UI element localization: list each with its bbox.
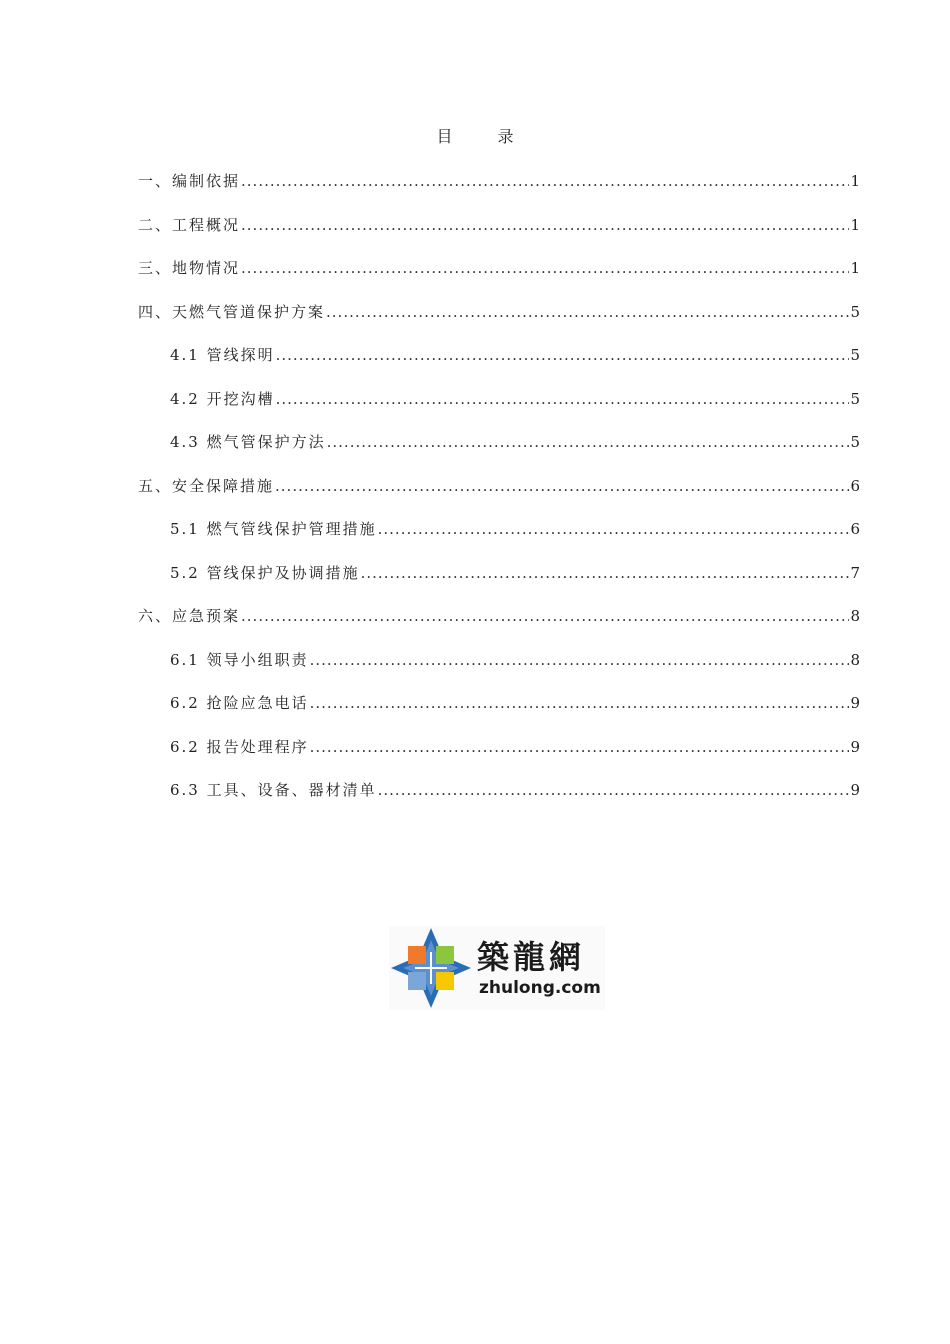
toc-page-number: 1 [850, 172, 860, 190]
zhulong-logo-icon [389, 926, 473, 1010]
toc-entry-label: 6.3 工具、设备、器材清单 [170, 781, 377, 799]
toc-entry-label: 6.1 领导小组职责 [170, 650, 309, 669]
toc-entry-label: 5.2 管线保护及协调措施 [170, 563, 360, 582]
toc-entry-label: 二、工程概况 [138, 215, 241, 234]
toc-entry[interactable] [138, 214, 860, 258]
toc-leader-dots [310, 694, 850, 712]
toc-entry[interactable] [138, 301, 860, 345]
toc-subentry[interactable] [138, 649, 860, 693]
toc-leader-dots [241, 259, 849, 277]
toc-entry[interactable] [138, 605, 860, 649]
toc-page-number: 8 [850, 607, 860, 625]
toc-leader-dots [241, 607, 849, 625]
toc-page-number: 5 [850, 346, 860, 364]
toc-page-number: 1 [850, 259, 860, 277]
toc-subentry[interactable] [138, 736, 860, 780]
toc-entry-label: 6.2 报告处理程序 [170, 737, 309, 756]
toc-entry[interactable] [138, 170, 860, 214]
toc-subentry[interactable] [138, 562, 860, 606]
toc-entry-label: 六、应急预案 [138, 607, 241, 625]
toc-leader-dots [327, 433, 850, 451]
toc-leader-dots [378, 520, 850, 538]
zhulong-logo [389, 926, 605, 1010]
toc-page-number: 8 [850, 650, 860, 669]
toc-leader-dots [241, 216, 849, 234]
toc-page-number: 1 [850, 215, 860, 234]
toc-leader-dots [276, 390, 850, 408]
toc-entry-label: 一、编制依据 [138, 172, 241, 190]
toc-entry-label: 三、地物情况 [138, 259, 241, 277]
toc-leader-dots [275, 477, 849, 495]
toc-entry-label: 4.2 开挖沟槽 [170, 389, 275, 408]
table-of-contents [138, 170, 860, 823]
toc-leader-dots [310, 651, 850, 669]
toc-entry-label: 四、天燃气管道保护方案 [138, 302, 326, 321]
toc-page-number: 5 [850, 433, 860, 451]
toc-entry-label: 五、安全保障措施 [138, 476, 275, 495]
toc-page-number: 5 [850, 389, 860, 408]
toc-page-number: 9 [850, 737, 860, 756]
toc-title: 目 录 [436, 127, 534, 146]
toc-entry-label: 6.2 抢险应急电话 [170, 694, 309, 712]
toc-entry-label: 4.1 管线探明 [170, 346, 275, 364]
toc-entry[interactable] [138, 475, 860, 519]
toc-page-number: 9 [850, 781, 860, 799]
toc-leader-dots [378, 781, 850, 799]
toc-page-number: 6 [850, 520, 860, 538]
toc-leader-dots [276, 346, 850, 364]
toc-leader-dots [326, 303, 849, 321]
toc-page-number: 5 [850, 302, 860, 321]
logo-text-chinese: 築龍網 [477, 938, 586, 976]
toc-subentry[interactable] [138, 518, 860, 562]
toc-page-number: 7 [850, 563, 860, 582]
toc-subentry[interactable] [138, 344, 860, 388]
toc-entry[interactable] [138, 257, 860, 301]
toc-subentry[interactable] [138, 779, 860, 823]
toc-subentry[interactable] [138, 692, 860, 736]
logo-text-domain: zhulong.com [479, 978, 601, 998]
toc-page-number: 9 [850, 694, 860, 712]
toc-entry-label: 4.3 燃气管保护方法 [170, 433, 326, 451]
toc-entry-label: 5.1 燃气管线保护管理措施 [170, 520, 377, 538]
toc-leader-dots [310, 738, 850, 756]
toc-page-number: 6 [850, 476, 860, 495]
toc-subentry[interactable] [138, 388, 860, 432]
toc-subentry[interactable] [138, 431, 860, 475]
toc-leader-dots [361, 564, 850, 582]
toc-leader-dots [241, 172, 849, 190]
